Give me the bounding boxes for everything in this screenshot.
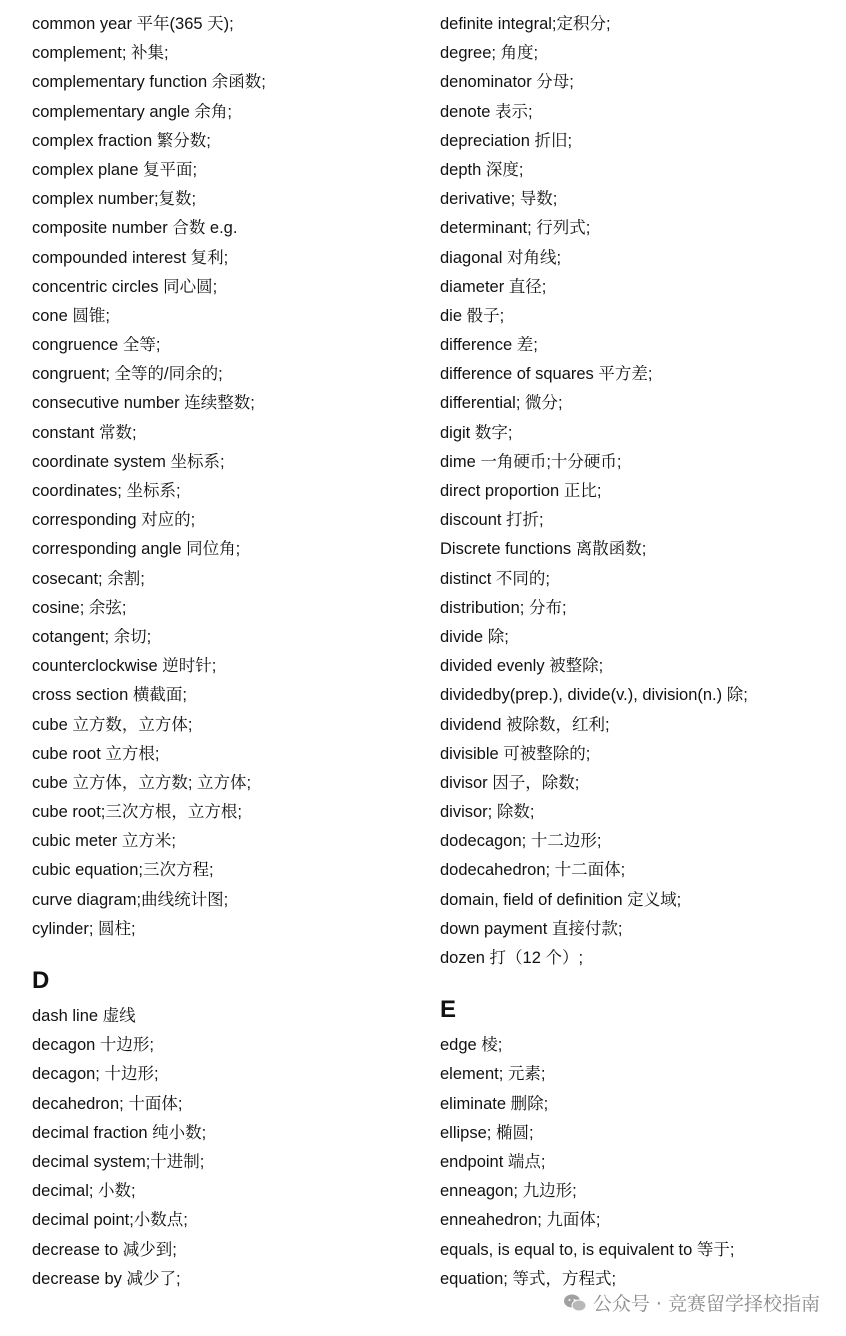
glossary-entry: dash line 虚线	[32, 1007, 136, 1025]
glossary-entry: direct proportion 正比;	[440, 482, 602, 500]
glossary-entry: dodecahedron; 十二面体;	[440, 861, 626, 880]
glossary-entry: cotangent; 余切;	[32, 627, 152, 646]
glossary-entry: composite number 合数 e.g.	[32, 219, 238, 238]
glossary-entry: counterclockwise 逆时针;	[32, 657, 217, 676]
glossary-entry: dividedby(prep.), divide(v.), division(n.) 除;	[440, 686, 748, 705]
glossary-entry: depreciation 折旧;	[440, 131, 573, 150]
glossary-entry: difference 差;	[440, 336, 538, 355]
glossary-entry: complex number;复数;	[32, 190, 197, 209]
glossary-entry: depth 深度;	[440, 160, 524, 179]
glossary-entry: equation; 等式，方程式;	[440, 1269, 617, 1288]
glossary-entry: congruent; 全等的/同余的;	[32, 365, 223, 384]
glossary-entry: coordinate system 坐标系;	[32, 452, 225, 471]
section-heading-e: E	[440, 996, 457, 1024]
glossary-entry: corresponding 对应的;	[32, 511, 196, 530]
glossary-entry: complex fraction 繁分数;	[32, 131, 211, 150]
glossary-entry: decimal point;小数点;	[32, 1211, 188, 1230]
glossary-entry: edge 棱;	[440, 1036, 503, 1055]
glossary-entry: Discrete functions 离散函数;	[440, 540, 647, 559]
glossary-entry: cube 立方体，立方数; 立方体;	[32, 773, 252, 792]
glossary-entry: enneahedron; 九面体;	[440, 1211, 601, 1230]
glossary-entry: cosecant; 余割;	[32, 569, 145, 588]
glossary-entry: difference of squares 平方差;	[440, 365, 653, 384]
glossary-entry: cube root 立方根;	[32, 744, 160, 763]
glossary-entry: cylinder; 圆柱;	[32, 919, 136, 938]
section-heading-d: D	[32, 967, 50, 994]
glossary-entry: decimal; 小数;	[32, 1182, 136, 1201]
glossary-entry: divisor 因子，除数;	[440, 773, 580, 792]
glossary-entry: cone 圆锥;	[32, 306, 110, 325]
glossary-entry: domain, field of definition 定义域;	[440, 890, 682, 909]
glossary-entry: constant 常数;	[32, 423, 137, 442]
glossary-entry: definite integral;定积分;	[440, 15, 611, 33]
glossary-entry: coordinates; 坐标系;	[32, 482, 181, 500]
left-column	[32, 10, 432, 1294]
glossary-entry: divisible 可被整除的;	[440, 744, 591, 763]
glossary-entry: congruence 全等;	[32, 336, 161, 355]
glossary-entry: enneagon; 九边形;	[440, 1182, 577, 1201]
glossary-entry: complementary function 余函数;	[32, 73, 266, 92]
glossary-entry: eliminate 删除;	[440, 1094, 549, 1113]
glossary-entry: endpoint 端点;	[440, 1152, 546, 1171]
glossary-entry: distinct 不同的;	[440, 569, 551, 588]
wechat-icon	[563, 1293, 587, 1313]
glossary-entry: corresponding angle 同位角;	[32, 540, 241, 559]
glossary-entry: denominator 分母;	[440, 73, 574, 92]
glossary-entry: dividend 被除数，红利;	[440, 715, 610, 734]
right-entries-top	[440, 10, 840, 973]
glossary-entry: cosine; 余弦;	[32, 598, 127, 617]
glossary-entry: derivative; 导数;	[440, 190, 558, 209]
glossary-entry: equals, is equal to, is equivalent to 等于;	[440, 1240, 735, 1259]
glossary-entry: divisor; 除数;	[440, 803, 535, 822]
glossary-entry: complementary angle 余角;	[32, 102, 232, 121]
glossary-entry: down payment 直接付款;	[440, 919, 623, 938]
glossary-entry: decrease to 减少到;	[32, 1240, 177, 1259]
glossary-entry: decrease by 减少了;	[32, 1269, 181, 1288]
glossary-entry: differential; 微分;	[440, 394, 563, 413]
left-entries-top	[32, 10, 432, 944]
glossary-entry: decimal fraction 纯小数;	[32, 1123, 207, 1142]
glossary-entry: divide 除;	[440, 627, 509, 646]
glossary-entry: diameter 直径;	[440, 277, 547, 296]
watermark	[563, 1289, 820, 1316]
glossary-entry: degree; 角度;	[440, 44, 539, 63]
glossary-entry: determinant; 行列式;	[440, 219, 591, 238]
glossary-entry: distribution; 分布;	[440, 598, 567, 617]
glossary-entry: dozen 打（12 个）;	[440, 949, 584, 967]
glossary-entry: digit 数字;	[440, 423, 513, 442]
glossary-entry: compounded interest 复利;	[32, 248, 229, 267]
glossary-entry: complex plane 复平面;	[32, 160, 198, 179]
glossary-entry: diagonal 对角线;	[440, 248, 562, 267]
glossary-entry: curve diagram;曲线统计图;	[32, 890, 229, 909]
right-entries-bottom	[440, 1031, 840, 1294]
glossary-entry: common year 平年(365 天);	[32, 15, 234, 33]
watermark-text: 公众号 · 竞赛留学择校指南	[592, 1293, 820, 1315]
glossary-entry: divided evenly 被整除;	[440, 657, 604, 676]
glossary-entry: cube root;三次方根，立方根;	[32, 803, 242, 822]
glossary-entry: element; 元素;	[440, 1065, 546, 1084]
glossary-entry: decagon 十边形;	[32, 1036, 154, 1055]
glossary-entry: dodecagon; 十二边形;	[440, 832, 602, 851]
right-column	[440, 10, 840, 1294]
glossary-entry: decagon; 十边形;	[32, 1065, 159, 1084]
glossary-entry: die 骰子;	[440, 306, 505, 325]
glossary-entry: denote 表示;	[440, 102, 533, 121]
glossary-entry: complement; 补集;	[32, 44, 169, 63]
glossary-entry: decimal system;十进制;	[32, 1152, 205, 1171]
glossary-entry: ellipse; 椭圆;	[440, 1123, 534, 1142]
glossary-entry: consecutive number 连续整数;	[32, 394, 255, 413]
glossary-entry: cubic equation;三次方程;	[32, 861, 214, 880]
glossary-entry: decahedron; 十面体;	[32, 1094, 183, 1113]
left-entries-bottom	[32, 1002, 432, 1294]
glossary-entry: cube 立方数，立方体;	[32, 715, 193, 734]
glossary-entry: cross section 横截面;	[32, 686, 187, 705]
glossary-entry: cubic meter 立方米;	[32, 832, 176, 851]
glossary-entry: discount 打折;	[440, 511, 544, 530]
glossary-entry: concentric circles 同心圆;	[32, 277, 218, 296]
glossary-entry: dime 一角硬币;十分硬币;	[440, 452, 622, 471]
